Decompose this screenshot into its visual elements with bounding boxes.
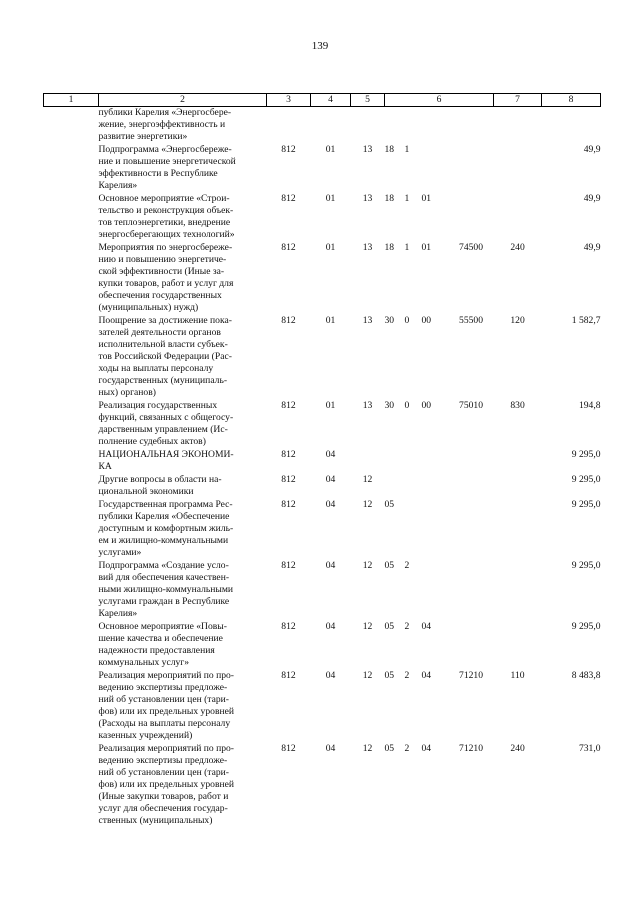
- col-1: [44, 670, 99, 743]
- col-6-part-1: [385, 107, 405, 145]
- col-3-value: 812: [281, 670, 296, 681]
- col-8-amount: 1 582,7: [571, 315, 601, 326]
- col-6-part-3: [422, 499, 449, 560]
- col-7-value: [494, 107, 542, 145]
- col-6-part-2: [405, 499, 422, 560]
- col-6-part-1: 18: [384, 193, 395, 204]
- col-5-value: 12: [362, 499, 373, 510]
- col-8-amount: 194,8: [578, 400, 601, 411]
- col-8-amount: 49,9: [583, 242, 601, 253]
- col-3-value: [267, 107, 311, 145]
- table-row: [44, 499, 601, 560]
- col-6-part-2: [405, 449, 422, 474]
- col-3-value: 812: [281, 743, 296, 754]
- col-1: [44, 315, 99, 400]
- row-name: публики Карелия «Энергосбере- жение, энергоэффективность и развитие энергетики»: [98, 107, 232, 142]
- header-col-3: 3: [267, 94, 311, 107]
- table-row: [44, 560, 601, 621]
- budget-table: [43, 93, 601, 828]
- col-6-part-3: 01: [421, 242, 432, 253]
- col-8-amount: 9 295,0: [571, 449, 601, 460]
- col-1: [44, 144, 99, 193]
- col-6-part-2: 0: [404, 315, 410, 326]
- col-6-part-4: [449, 499, 494, 560]
- col-5-value: 13: [362, 193, 373, 204]
- col-3-value: 812: [281, 449, 296, 460]
- col-6-part-3: 04: [421, 670, 432, 681]
- col-7-value: 240: [510, 242, 525, 253]
- col-8-amount: 9 295,0: [571, 560, 601, 571]
- col-6-part-2: 2: [404, 670, 410, 681]
- col-5-value: [351, 449, 385, 474]
- col-7-value: [494, 621, 542, 670]
- col-4-value: 04: [325, 743, 336, 754]
- col-6-part-1: 18: [384, 144, 395, 155]
- row-name: Основное мероприятие «Строи- тельство и реконструкция объек- тов теплоэнергетики, внедрение энергосберегающих технологий»: [98, 193, 235, 240]
- col-6-part-1: 18: [384, 242, 395, 253]
- col-6-part-3: [422, 144, 449, 193]
- header-col-7: 7: [494, 94, 542, 107]
- page-number: 139: [311, 40, 329, 52]
- col-1: [44, 499, 99, 560]
- col-4-value: 04: [325, 474, 336, 485]
- row-name: Другие вопросы в области на- циональной экономики: [98, 474, 222, 497]
- col-6-part-3: 01: [421, 193, 432, 204]
- col-4-value: [311, 107, 351, 145]
- col-6-part-1: [385, 474, 405, 499]
- col-4-value: 01: [325, 315, 336, 326]
- table-row: [44, 107, 601, 145]
- col-6-part-4: 74500: [459, 242, 484, 253]
- col-6-part-2: 1: [404, 144, 410, 155]
- col-6-part-4: 75010: [459, 400, 484, 411]
- col-6-part-1: 30: [384, 315, 395, 326]
- col-4-value: 01: [325, 400, 336, 411]
- col-6-part-1: 05: [384, 670, 395, 681]
- row-name: Реализация мероприятий по про- ведению экспертизы предложе- ний об установлении цен (тари- фов) или их предельных уровней (Иные закупки товаров, работ и услуг для обеспечения государ- ственных (муниципальных): [98, 743, 235, 826]
- col-6-part-3: 00: [421, 315, 432, 326]
- col-6-part-4: [449, 621, 494, 670]
- row-name: Реализация мероприятий по про- ведению экспертизы предложе- ний об установлении цен (тари- фов) или их предельных уровней (Расходы на выплаты персоналу казенных учреждений): [98, 670, 235, 741]
- col-6-part-3: 00: [421, 400, 432, 411]
- col-5-value: 13: [362, 400, 373, 411]
- col-3-value: 812: [281, 242, 296, 253]
- col-5-value: 12: [362, 743, 373, 754]
- col-6-part-1: [385, 449, 405, 474]
- col-6-part-2: 1: [404, 242, 410, 253]
- col-7-value: [494, 193, 542, 242]
- col-4-value: 04: [325, 560, 336, 571]
- col-5-value: 12: [362, 670, 373, 681]
- col-1: [44, 193, 99, 242]
- col-1: [44, 107, 99, 145]
- header-col-6: 6: [385, 94, 494, 107]
- col-4-value: 01: [325, 242, 336, 253]
- col-6-part-2: 1: [404, 193, 410, 204]
- col-8-amount: 9 295,0: [571, 474, 601, 485]
- col-6-part-4: [449, 560, 494, 621]
- col-6-part-3: [422, 474, 449, 499]
- col-6-part-4: [449, 193, 494, 242]
- col-8-amount: [542, 107, 601, 145]
- col-6-part-4: [449, 474, 494, 499]
- col-5-value: 13: [362, 315, 373, 326]
- header-col-2: 2: [99, 94, 267, 107]
- col-6-part-4: [449, 107, 494, 145]
- table-row: [44, 474, 601, 499]
- col-6-part-4: [449, 144, 494, 193]
- col-3-value: 812: [281, 560, 296, 571]
- col-6-part-1: 05: [384, 743, 395, 754]
- table-header-row: [44, 94, 601, 107]
- col-5-value: 12: [362, 560, 373, 571]
- col-4-value: 04: [325, 499, 336, 510]
- col-1: [44, 242, 99, 315]
- col-4-value: 01: [325, 144, 336, 155]
- col-4-value: 04: [325, 449, 336, 460]
- col-6-part-3: [422, 449, 449, 474]
- header-col-8: 8: [542, 94, 601, 107]
- row-name: Реализация государственных функций, связанных с общегосу- дарственным управлением (Ис- полнение судебных актов): [98, 400, 234, 447]
- table-body: [44, 107, 601, 829]
- row-name: Подпрограмма «Энергосбереже- ние и повышение энергетической эффективности в Республике Карелия»: [98, 144, 236, 191]
- col-3-value: 812: [281, 400, 296, 411]
- col-6-part-2: [405, 107, 422, 145]
- col-1: [44, 621, 99, 670]
- col-6-part-1: 05: [384, 499, 395, 510]
- col-4-value: 01: [325, 193, 336, 204]
- table-row: [44, 193, 601, 242]
- col-8-amount: 731,0: [578, 743, 601, 754]
- col-6-part-1: 05: [384, 560, 395, 571]
- row-name: Поощрение за достижение пока- зателей деятельности органов исполнительной власти субъек- тов Российской Федерации (Рас- ходы на выплаты персоналу государственных (муниципаль- ных) органов): [98, 315, 232, 398]
- col-6-part-2: 2: [404, 743, 410, 754]
- col-8-amount: 49,9: [583, 144, 601, 155]
- col-7-value: [494, 499, 542, 560]
- col-4-value: 04: [325, 670, 336, 681]
- col-1: [44, 400, 99, 449]
- col-6-part-2: 0: [404, 400, 410, 411]
- table-row: [44, 670, 601, 743]
- col-6-part-1: 05: [384, 621, 395, 632]
- row-name: НАЦИОНАЛЬНАЯ ЭКОНОМИ- КА: [98, 449, 234, 472]
- table-row: [44, 242, 601, 315]
- col-6-part-3: 04: [421, 621, 432, 632]
- col-5-value: 13: [362, 144, 373, 155]
- table-row: [44, 449, 601, 474]
- col-4-value: 04: [325, 621, 336, 632]
- col-1: [44, 743, 99, 828]
- col-7-value: 110: [510, 670, 525, 681]
- table-row: [44, 743, 601, 828]
- col-7-value: [494, 144, 542, 193]
- col-6-part-2: [405, 474, 422, 499]
- col-6-part-3: [422, 560, 449, 621]
- col-6-part-2: 2: [404, 560, 410, 571]
- col-7-value: 120: [510, 315, 525, 326]
- header-col-1: 1: [44, 94, 99, 107]
- col-6-part-3: [422, 107, 449, 145]
- header-col-4: 4: [311, 94, 351, 107]
- header-col-5: 5: [351, 94, 385, 107]
- col-5-value: 12: [362, 474, 373, 485]
- col-6-part-4: 71210: [459, 670, 484, 681]
- row-name: Подпрограмма «Создание усло- вий для обеспечения качествен- ными жилищно-коммунальными услугами граждан в Республике Карелия»: [98, 560, 234, 619]
- col-8-amount: 9 295,0: [571, 499, 601, 510]
- col-8-amount: 8 483,8: [571, 670, 601, 681]
- col-5-value: [351, 107, 385, 145]
- col-5-value: 12: [362, 621, 373, 632]
- table-row: [44, 400, 601, 449]
- col-8-amount: 9 295,0: [571, 621, 601, 632]
- col-6-part-3: 04: [421, 743, 432, 754]
- col-7-value: [494, 560, 542, 621]
- col-6-part-4: 55500: [459, 315, 484, 326]
- row-name: Основное мероприятие «Повы- шение качества и обеспечение надежности предоставления коммунальных услуг»: [98, 621, 227, 668]
- col-8-amount: 49,9: [583, 193, 601, 204]
- table-row: [44, 315, 601, 400]
- col-3-value: 812: [281, 144, 296, 155]
- row-name: Мероприятия по энергосбереже- нию и повышению энергетиче- ской эффективности (Иные за- купки товаров, работ и услуг для обеспечения государственных (муниципальных) нужд): [98, 242, 234, 313]
- col-3-value: 812: [281, 621, 296, 632]
- col-3-value: 812: [281, 193, 296, 204]
- row-name: Государственная программа Рес- публики Карелия «Обеспечение доступным и комфортным жиль- ем и жилищно-коммунальными услугами»: [98, 499, 234, 558]
- col-7-value: [494, 449, 542, 474]
- table-row: [44, 144, 601, 193]
- col-3-value: 812: [281, 499, 296, 510]
- col-6-part-1: 30: [384, 400, 395, 411]
- col-3-value: 812: [281, 474, 296, 485]
- col-6-part-4: 71210: [459, 743, 484, 754]
- col-5-value: 13: [362, 242, 373, 253]
- col-7-value: 830: [510, 400, 525, 411]
- col-1: [44, 560, 99, 621]
- col-6-part-4: [449, 449, 494, 474]
- col-6-part-2: 2: [404, 621, 410, 632]
- col-7-value: 240: [510, 743, 525, 754]
- col-1: [44, 449, 99, 474]
- col-1: [44, 474, 99, 499]
- col-3-value: 812: [281, 315, 296, 326]
- col-7-value: [494, 474, 542, 499]
- table-row: [44, 621, 601, 670]
